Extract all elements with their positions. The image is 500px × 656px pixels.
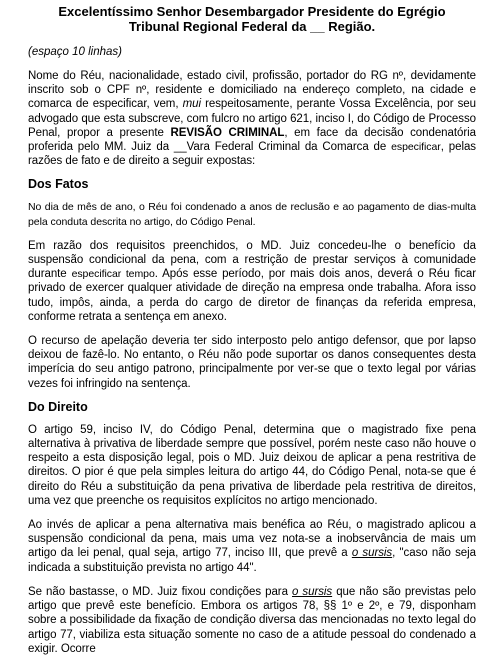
direito-paragraph-2 [28,518,476,575]
intro-text-3: , em face da decisão condenatória proferida pelo MM. Juiz da __Vara Federal Criminal da Comarca de [28,126,476,154]
document-title: Excelentíssimo Senhor Desembargador Presidente do Egrégio Tribunal Regional Federal da __ Região. [58,4,446,34]
direito-p2-text-a: Ao invés de aplicar a pena alternativa mais benéfica ao Réu, o magistrado aplicou a suspensão condicional da pena, mais uma vez nota-se a inobservância de mais um artigo da lei penal, qual seja, artigo 77, inciso III, que prevê a [28,519,476,560]
intro-paragraph [28,69,476,168]
direito-paragraph-3 [28,585,476,656]
intro-text-4: , pelas razões de fato e de direito a seguir expostas: [28,141,476,168]
revisao-criminal: REVISÃO CRIMINAL [170,126,285,139]
direito-p3-text-b: que não são previstas pelo artigo que prevê este benefício. Embora os artigos 78, §§ 1º e 2º, e 79, disponham sobre a possibilidade da fixação de condição diversa das mencionadas no texto legal do artigo 77, viabiliza esta situação somente no caso de a atitude pessoal do condenado a exigir. Ocorre [28,585,476,655]
spacing-note: (espaço 10 linhas) [28,46,122,58]
intro-text-1: Nome do Réu, nacionalidade, estado civil, profissão, portador do RG nº, devidamente inscrito sob o CPF nº, residente e domiciliado na endereço completo, na cidade e comarca de especificar, vem, [28,70,476,111]
sursis-link-2[interactable]: o sursis [292,585,333,598]
intro-especificar: especificar [391,141,441,154]
intro-mui: mui [182,98,201,111]
fatos-p2-especificar-tempo: especificar tempo [71,268,155,281]
fatos-p2-text-b: . Após esse período, por mais dois anos, deverá o Réu ficar privado de exercer qualquer atividade de direção na empresa onde trabalha. Afora isso tudo, impôs, ainda, a perda do cargo de diretor de finanças da referida empresa, conforme retrata a sentença em anexo. [28,268,476,323]
direito-paragraph-1: O artigo 59, inciso IV, do Código Penal, determina que o magistrado fixe pena alternativa à privativa de liberdade sempre que possível, porém neste caso não houve o respeito a esta disposição legal, pois o MD. Juiz deixou de aplicar a pena restritiva de direitos. O pior é que pela simples leitura do artigo 44, do Código Penal, nota-se que é direito do Réu a substituição da pena privativa de liberdade pela restritiva de direitos, uma vez que preenche os requisitos explícitos no artigo mencionado. [28,423,476,507]
direito-p2-text-b: , "caso não seja indicada a substituição prevista no artigo 44". [28,547,476,574]
direito-p3-text-a: Se não bastasse, o MD. Juiz fixou condições para [28,585,292,598]
fatos-paragraph-1: No dia de mês de ano, o Réu foi condenado a anos de reclusão e ao pagamento de dias-multa pela conduta descrita no artigo, do Código Penal. [28,201,476,228]
document [28,4,476,656]
fatos-paragraph-3: O recurso de apelação deveria ter sido interposto pelo antigo defensor, que por lapso deixou de fazê-lo. No entanto, o Réu não pode suportar os danos consequentes desta imperícia do seu antigo patrono, principalmente por ver-se que o texto legal por várias vezes foi infringido na sentença. [28,335,476,390]
sursis-link-1[interactable]: o sursis [351,547,393,560]
intro-text-2: respeitosamente, perante Vossa Excelência, por seu advogado que esta subscreve, com fulcro no artigo 621, inciso I, do Código de Processo Penal, propor a presente [28,98,477,139]
heading-dos-fatos: Dos Fatos [28,177,89,192]
fatos-paragraph-2 [28,239,476,324]
fatos-p2-text-a: Em razão dos requisitos preenchidos, o MD. Juiz concedeu-lhe o benefício da suspensão condicional da pena, com a restrição de prestar serviços à comunidade durante [28,239,476,281]
heading-do-direito: Do Direito [28,399,88,414]
